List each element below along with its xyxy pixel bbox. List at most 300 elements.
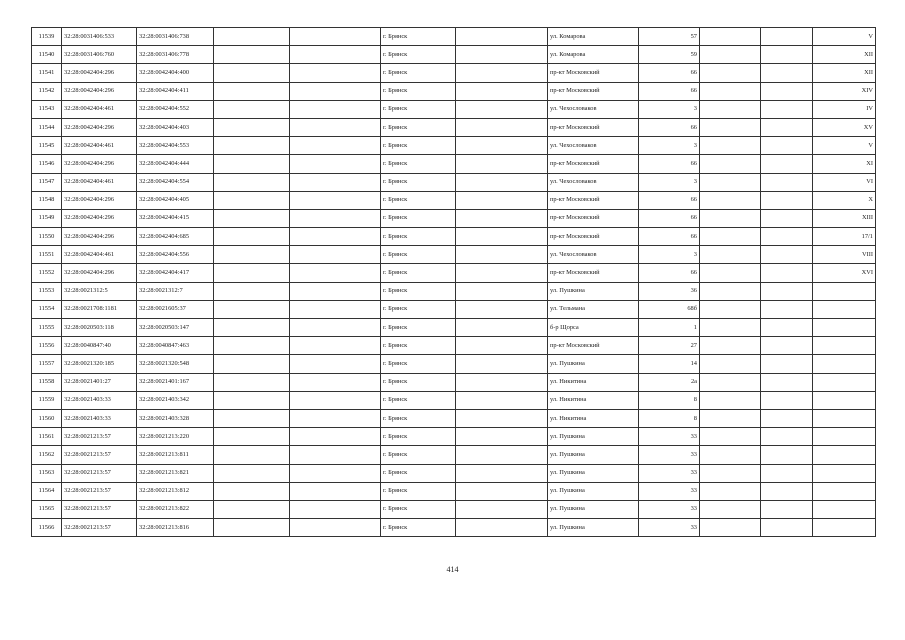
cell-col-4 (214, 500, 290, 518)
cell-col-10 (700, 28, 761, 46)
cell-parcel-cadastral-number: 32:28:0042404:296 (62, 209, 137, 227)
cell-col-11 (761, 391, 813, 409)
cell-col-10 (700, 409, 761, 427)
cell-object-cadastral-number: 32:28:0042404:417 (137, 264, 214, 282)
cell-object-cadastral-number: 32:28:0042404:411 (137, 82, 214, 100)
cell-col-4 (214, 300, 290, 318)
cell-premises-number: XII (813, 64, 876, 82)
cell-col-5 (290, 319, 381, 337)
cell-parcel-cadastral-number: 32:28:0042404:296 (62, 64, 137, 82)
cell-object-cadastral-number: 32:28:0042404:556 (137, 246, 214, 264)
cell-col-11 (761, 137, 813, 155)
table-row (32, 228, 876, 246)
table-row (32, 428, 876, 446)
cell-col-5 (290, 464, 381, 482)
cell-parcel-cadastral-number: 32:28:0042404:296 (62, 118, 137, 136)
cell-premises-number (813, 300, 876, 318)
cell-street: пр-кт Московский (548, 118, 639, 136)
cell-col-4 (214, 319, 290, 337)
cell-row-number: 11541 (32, 64, 62, 82)
cell-col-11 (761, 282, 813, 300)
cell-col-4 (214, 118, 290, 136)
cell-col-5 (290, 300, 381, 318)
cell-col-5 (290, 446, 381, 464)
cell-house-number: 8 (639, 391, 700, 409)
table-row (32, 373, 876, 391)
cell-premises-number (813, 391, 876, 409)
cell-city: г. Брянск (381, 209, 456, 227)
table-row (32, 100, 876, 118)
cell-house-number: 68б (639, 300, 700, 318)
cell-col-4 (214, 391, 290, 409)
cell-col-11 (761, 209, 813, 227)
cell-street: ул. Пушкина (548, 282, 639, 300)
cell-col-4 (214, 428, 290, 446)
cell-col-7 (456, 409, 548, 427)
cell-house-number: 36 (639, 282, 700, 300)
cell-col-7 (456, 464, 548, 482)
cell-col-11 (761, 100, 813, 118)
cell-object-cadastral-number: 32:28:0021403:328 (137, 409, 214, 427)
cell-col-7 (456, 82, 548, 100)
cell-col-5 (290, 355, 381, 373)
cell-premises-number: XI (813, 155, 876, 173)
cell-row-number: 11562 (32, 446, 62, 464)
cell-col-7 (456, 155, 548, 173)
cell-parcel-cadastral-number: 32:28:0021320:185 (62, 355, 137, 373)
cell-street: ул. Комарова (548, 28, 639, 46)
cell-object-cadastral-number: 32:28:0042404:403 (137, 118, 214, 136)
cell-city: г. Брянск (381, 300, 456, 318)
cell-col-5 (290, 46, 381, 64)
cell-house-number: 66 (639, 264, 700, 282)
cell-object-cadastral-number: 32:28:0042404:400 (137, 64, 214, 82)
cell-col-10 (700, 446, 761, 464)
cell-premises-number: XVI (813, 264, 876, 282)
cell-row-number: 11566 (32, 519, 62, 537)
cell-col-7 (456, 319, 548, 337)
cell-parcel-cadastral-number: 32:28:0042404:296 (62, 264, 137, 282)
cell-col-11 (761, 300, 813, 318)
cell-col-7 (456, 191, 548, 209)
cell-col-4 (214, 519, 290, 537)
cell-house-number: 3 (639, 100, 700, 118)
cell-city: г. Брянск (381, 64, 456, 82)
cell-col-10 (700, 464, 761, 482)
cell-row-number: 11563 (32, 464, 62, 482)
cell-col-5 (290, 373, 381, 391)
cell-col-10 (700, 155, 761, 173)
cell-col-11 (761, 191, 813, 209)
cell-street: пр-кт Московский (548, 64, 639, 82)
cell-premises-number: VIII (813, 246, 876, 264)
cell-city: г. Брянск (381, 464, 456, 482)
cell-city: г. Брянск (381, 100, 456, 118)
cell-house-number: 33 (639, 428, 700, 446)
cell-col-4 (214, 464, 290, 482)
cell-object-cadastral-number: 32:28:0021213:812 (137, 482, 214, 500)
cell-col-11 (761, 228, 813, 246)
cell-premises-number: 17/1 (813, 228, 876, 246)
cell-col-7 (456, 300, 548, 318)
cell-col-10 (700, 337, 761, 355)
cell-parcel-cadastral-number: 32:28:0021312:5 (62, 282, 137, 300)
cell-col-11 (761, 264, 813, 282)
cell-object-cadastral-number: 32:28:0042404:552 (137, 100, 214, 118)
cell-col-4 (214, 137, 290, 155)
cell-col-4 (214, 337, 290, 355)
cell-city: г. Брянск (381, 155, 456, 173)
cell-col-10 (700, 137, 761, 155)
cell-col-4 (214, 482, 290, 500)
cell-row-number: 11557 (32, 355, 62, 373)
cell-parcel-cadastral-number: 32:28:0021401:27 (62, 373, 137, 391)
cell-object-cadastral-number: 32:28:0021213:816 (137, 519, 214, 537)
cell-col-4 (214, 446, 290, 464)
cell-col-10 (700, 319, 761, 337)
cell-row-number: 11542 (32, 82, 62, 100)
cell-house-number: 8 (639, 409, 700, 427)
cell-city: г. Брянск (381, 409, 456, 427)
cell-col-7 (456, 373, 548, 391)
cell-col-7 (456, 337, 548, 355)
cell-col-4 (214, 28, 290, 46)
cell-col-11 (761, 246, 813, 264)
cell-col-10 (700, 391, 761, 409)
cell-object-cadastral-number: 32:28:0031406:778 (137, 46, 214, 64)
cell-row-number: 11552 (32, 264, 62, 282)
cell-object-cadastral-number: 32:28:0042404:444 (137, 155, 214, 173)
cell-col-4 (214, 155, 290, 173)
cell-house-number: 1 (639, 319, 700, 337)
cell-col-5 (290, 391, 381, 409)
cell-street: ул. Чехословаков (548, 246, 639, 264)
cell-object-cadastral-number: 32:28:0042404:685 (137, 228, 214, 246)
cell-col-11 (761, 500, 813, 518)
cell-city: г. Брянск (381, 355, 456, 373)
cell-col-5 (290, 64, 381, 82)
cell-street: пр-кт Московский (548, 264, 639, 282)
cell-col-11 (761, 428, 813, 446)
cell-premises-number: X (813, 191, 876, 209)
cell-house-number: 66 (639, 64, 700, 82)
cell-col-10 (700, 46, 761, 64)
table-row (32, 282, 876, 300)
cell-col-4 (214, 282, 290, 300)
cell-col-4 (214, 173, 290, 191)
cell-premises-number (813, 500, 876, 518)
cell-col-4 (214, 355, 290, 373)
table-row (32, 64, 876, 82)
table-row (32, 173, 876, 191)
table-row (32, 300, 876, 318)
cell-house-number: 3 (639, 137, 700, 155)
cell-premises-number (813, 482, 876, 500)
cell-object-cadastral-number: 32:28:0021605:37 (137, 300, 214, 318)
cell-city: г. Брянск (381, 337, 456, 355)
table-row (32, 519, 876, 537)
cell-street: ул. Пушкина (548, 446, 639, 464)
cell-premises-number (813, 409, 876, 427)
cell-premises-number (813, 519, 876, 537)
cell-street: ул. Никитина (548, 373, 639, 391)
cell-premises-number (813, 319, 876, 337)
cell-row-number: 11544 (32, 118, 62, 136)
cell-col-4 (214, 46, 290, 64)
table-row (32, 46, 876, 64)
table-row (32, 118, 876, 136)
cell-col-5 (290, 519, 381, 537)
cell-col-11 (761, 173, 813, 191)
cell-object-cadastral-number: 32:28:0021213:821 (137, 464, 214, 482)
cell-object-cadastral-number: 32:28:0021403:342 (137, 391, 214, 409)
cell-col-4 (214, 209, 290, 227)
cell-house-number: 66 (639, 155, 700, 173)
cell-street: пр-кт Московский (548, 228, 639, 246)
cell-row-number: 11547 (32, 173, 62, 191)
cell-col-11 (761, 64, 813, 82)
cell-city: г. Брянск (381, 373, 456, 391)
cell-col-10 (700, 228, 761, 246)
cell-row-number: 11561 (32, 428, 62, 446)
cell-parcel-cadastral-number: 32:28:0042404:461 (62, 100, 137, 118)
cell-house-number: 3 (639, 246, 700, 264)
cell-col-10 (700, 355, 761, 373)
cell-row-number: 11550 (32, 228, 62, 246)
cell-col-7 (456, 137, 548, 155)
cell-parcel-cadastral-number: 32:28:0042404:461 (62, 137, 137, 155)
cell-col-5 (290, 209, 381, 227)
cell-col-10 (700, 282, 761, 300)
cell-col-5 (290, 191, 381, 209)
cell-col-11 (761, 337, 813, 355)
table-row (32, 391, 876, 409)
cell-col-11 (761, 482, 813, 500)
cell-row-number: 11559 (32, 391, 62, 409)
cell-premises-number: XIV (813, 82, 876, 100)
cell-col-11 (761, 155, 813, 173)
cell-col-7 (456, 173, 548, 191)
cell-col-10 (700, 519, 761, 537)
cell-col-10 (700, 64, 761, 82)
cell-col-10 (700, 173, 761, 191)
cell-house-number: 33 (639, 519, 700, 537)
cell-street: пр-кт Московский (548, 209, 639, 227)
cell-col-7 (456, 428, 548, 446)
cell-house-number: 33 (639, 464, 700, 482)
cell-house-number: 59 (639, 46, 700, 64)
cell-city: г. Брянск (381, 191, 456, 209)
cell-street: ул. Пушкина (548, 428, 639, 446)
cell-parcel-cadastral-number: 32:28:0042404:461 (62, 173, 137, 191)
table-row (32, 464, 876, 482)
cell-city: г. Брянск (381, 137, 456, 155)
cell-col-4 (214, 264, 290, 282)
cell-premises-number (813, 464, 876, 482)
cell-col-5 (290, 137, 381, 155)
cell-col-10 (700, 118, 761, 136)
cell-row-number: 11554 (32, 300, 62, 318)
cell-city: г. Брянск (381, 282, 456, 300)
cell-row-number: 11551 (32, 246, 62, 264)
cell-col-7 (456, 482, 548, 500)
cell-col-11 (761, 319, 813, 337)
cell-col-4 (214, 82, 290, 100)
table-row (32, 246, 876, 264)
cell-col-5 (290, 500, 381, 518)
cell-house-number: 66 (639, 209, 700, 227)
cell-house-number: 33 (639, 446, 700, 464)
cell-row-number: 11555 (32, 319, 62, 337)
cell-col-11 (761, 46, 813, 64)
cell-col-5 (290, 482, 381, 500)
cell-col-4 (214, 64, 290, 82)
cell-street: ул. Комарова (548, 46, 639, 64)
cell-object-cadastral-number: 32:28:0021312:7 (137, 282, 214, 300)
cell-premises-number: VI (813, 173, 876, 191)
cell-col-4 (214, 228, 290, 246)
table-row (32, 319, 876, 337)
cell-premises-number (813, 337, 876, 355)
cell-col-10 (700, 300, 761, 318)
cell-object-cadastral-number: 32:28:0040847:463 (137, 337, 214, 355)
cell-street: пр-кт Московский (548, 82, 639, 100)
cell-house-number: 33 (639, 500, 700, 518)
cell-col-4 (214, 373, 290, 391)
cell-street: ул. Тельмана (548, 300, 639, 318)
cell-col-7 (456, 446, 548, 464)
cell-col-10 (700, 264, 761, 282)
cell-row-number: 11553 (32, 282, 62, 300)
table-row (32, 337, 876, 355)
cell-premises-number (813, 355, 876, 373)
table-row (32, 409, 876, 427)
cell-street: б-р Щорса (548, 319, 639, 337)
cell-col-7 (456, 355, 548, 373)
cell-col-11 (761, 82, 813, 100)
cell-col-5 (290, 82, 381, 100)
cell-house-number: 66 (639, 82, 700, 100)
table-row (32, 500, 876, 518)
cell-row-number: 11549 (32, 209, 62, 227)
cell-col-7 (456, 46, 548, 64)
table-row (32, 209, 876, 227)
table-body (32, 28, 876, 537)
cell-city: г. Брянск (381, 28, 456, 46)
cell-col-7 (456, 228, 548, 246)
cell-house-number: 3 (639, 173, 700, 191)
cell-parcel-cadastral-number: 32:28:0021403:33 (62, 391, 137, 409)
cell-street: ул. Пушкина (548, 482, 639, 500)
cell-house-number: 14 (639, 355, 700, 373)
cell-col-7 (456, 28, 548, 46)
cell-col-4 (214, 191, 290, 209)
cell-premises-number: V (813, 28, 876, 46)
cell-col-4 (214, 100, 290, 118)
cell-street: ул. Пушкина (548, 355, 639, 373)
cell-premises-number: V (813, 137, 876, 155)
cell-row-number: 11565 (32, 500, 62, 518)
cell-row-number: 11556 (32, 337, 62, 355)
cell-col-5 (290, 409, 381, 427)
cell-col-5 (290, 28, 381, 46)
cell-city: г. Брянск (381, 82, 456, 100)
cell-col-7 (456, 391, 548, 409)
cell-parcel-cadastral-number: 32:28:0040847:40 (62, 337, 137, 355)
cell-object-cadastral-number: 32:28:0042404:415 (137, 209, 214, 227)
cell-city: г. Брянск (381, 519, 456, 537)
cell-city: г. Брянск (381, 246, 456, 264)
cell-house-number: 57 (639, 28, 700, 46)
cell-object-cadastral-number: 32:28:0042404:553 (137, 137, 214, 155)
cell-parcel-cadastral-number: 32:28:0020503:118 (62, 319, 137, 337)
cell-city: г. Брянск (381, 46, 456, 64)
cell-col-4 (214, 409, 290, 427)
cell-col-5 (290, 228, 381, 246)
table-row (32, 446, 876, 464)
table-row (32, 155, 876, 173)
cell-col-7 (456, 100, 548, 118)
cell-col-10 (700, 428, 761, 446)
cell-premises-number (813, 446, 876, 464)
cell-object-cadastral-number: 32:28:0021213:822 (137, 500, 214, 518)
cell-object-cadastral-number: 32:28:0042404:405 (137, 191, 214, 209)
cell-col-5 (290, 264, 381, 282)
cell-object-cadastral-number: 32:28:0042404:554 (137, 173, 214, 191)
cell-col-10 (700, 82, 761, 100)
cell-col-7 (456, 209, 548, 227)
cell-premises-number (813, 282, 876, 300)
cell-col-7 (456, 282, 548, 300)
cell-row-number: 11543 (32, 100, 62, 118)
cell-parcel-cadastral-number: 32:28:0042404:461 (62, 246, 137, 264)
cell-city: г. Брянск (381, 264, 456, 282)
cell-street: ул. Никитина (548, 391, 639, 409)
cell-city: г. Брянск (381, 391, 456, 409)
cell-parcel-cadastral-number: 32:28:0042404:296 (62, 228, 137, 246)
table-row (32, 191, 876, 209)
cell-row-number: 11546 (32, 155, 62, 173)
cell-street: ул. Чехословаков (548, 100, 639, 118)
cell-parcel-cadastral-number: 32:28:0031406:760 (62, 46, 137, 64)
cell-street: ул. Пушкина (548, 500, 639, 518)
cell-row-number: 11548 (32, 191, 62, 209)
cell-premises-number: XIII (813, 209, 876, 227)
table-row (32, 137, 876, 155)
cell-premises-number (813, 373, 876, 391)
cell-city: г. Брянск (381, 319, 456, 337)
cell-house-number: 66 (639, 191, 700, 209)
cell-col-11 (761, 519, 813, 537)
cell-col-5 (290, 428, 381, 446)
cell-city: г. Брянск (381, 228, 456, 246)
cell-street: пр-кт Московский (548, 155, 639, 173)
cell-house-number: 2а (639, 373, 700, 391)
cell-col-11 (761, 464, 813, 482)
cell-col-7 (456, 519, 548, 537)
cell-col-10 (700, 191, 761, 209)
cell-parcel-cadastral-number: 32:28:0021213:57 (62, 464, 137, 482)
cell-street: ул. Чехословаков (548, 137, 639, 155)
cell-col-5 (290, 100, 381, 118)
cell-col-7 (456, 500, 548, 518)
cell-street: пр-кт Московский (548, 191, 639, 209)
cell-parcel-cadastral-number: 32:28:0021213:57 (62, 519, 137, 537)
cell-col-5 (290, 282, 381, 300)
cell-parcel-cadastral-number: 32:28:0021213:57 (62, 446, 137, 464)
cell-street: ул. Никитина (548, 409, 639, 427)
page-number: 414 (446, 565, 459, 574)
